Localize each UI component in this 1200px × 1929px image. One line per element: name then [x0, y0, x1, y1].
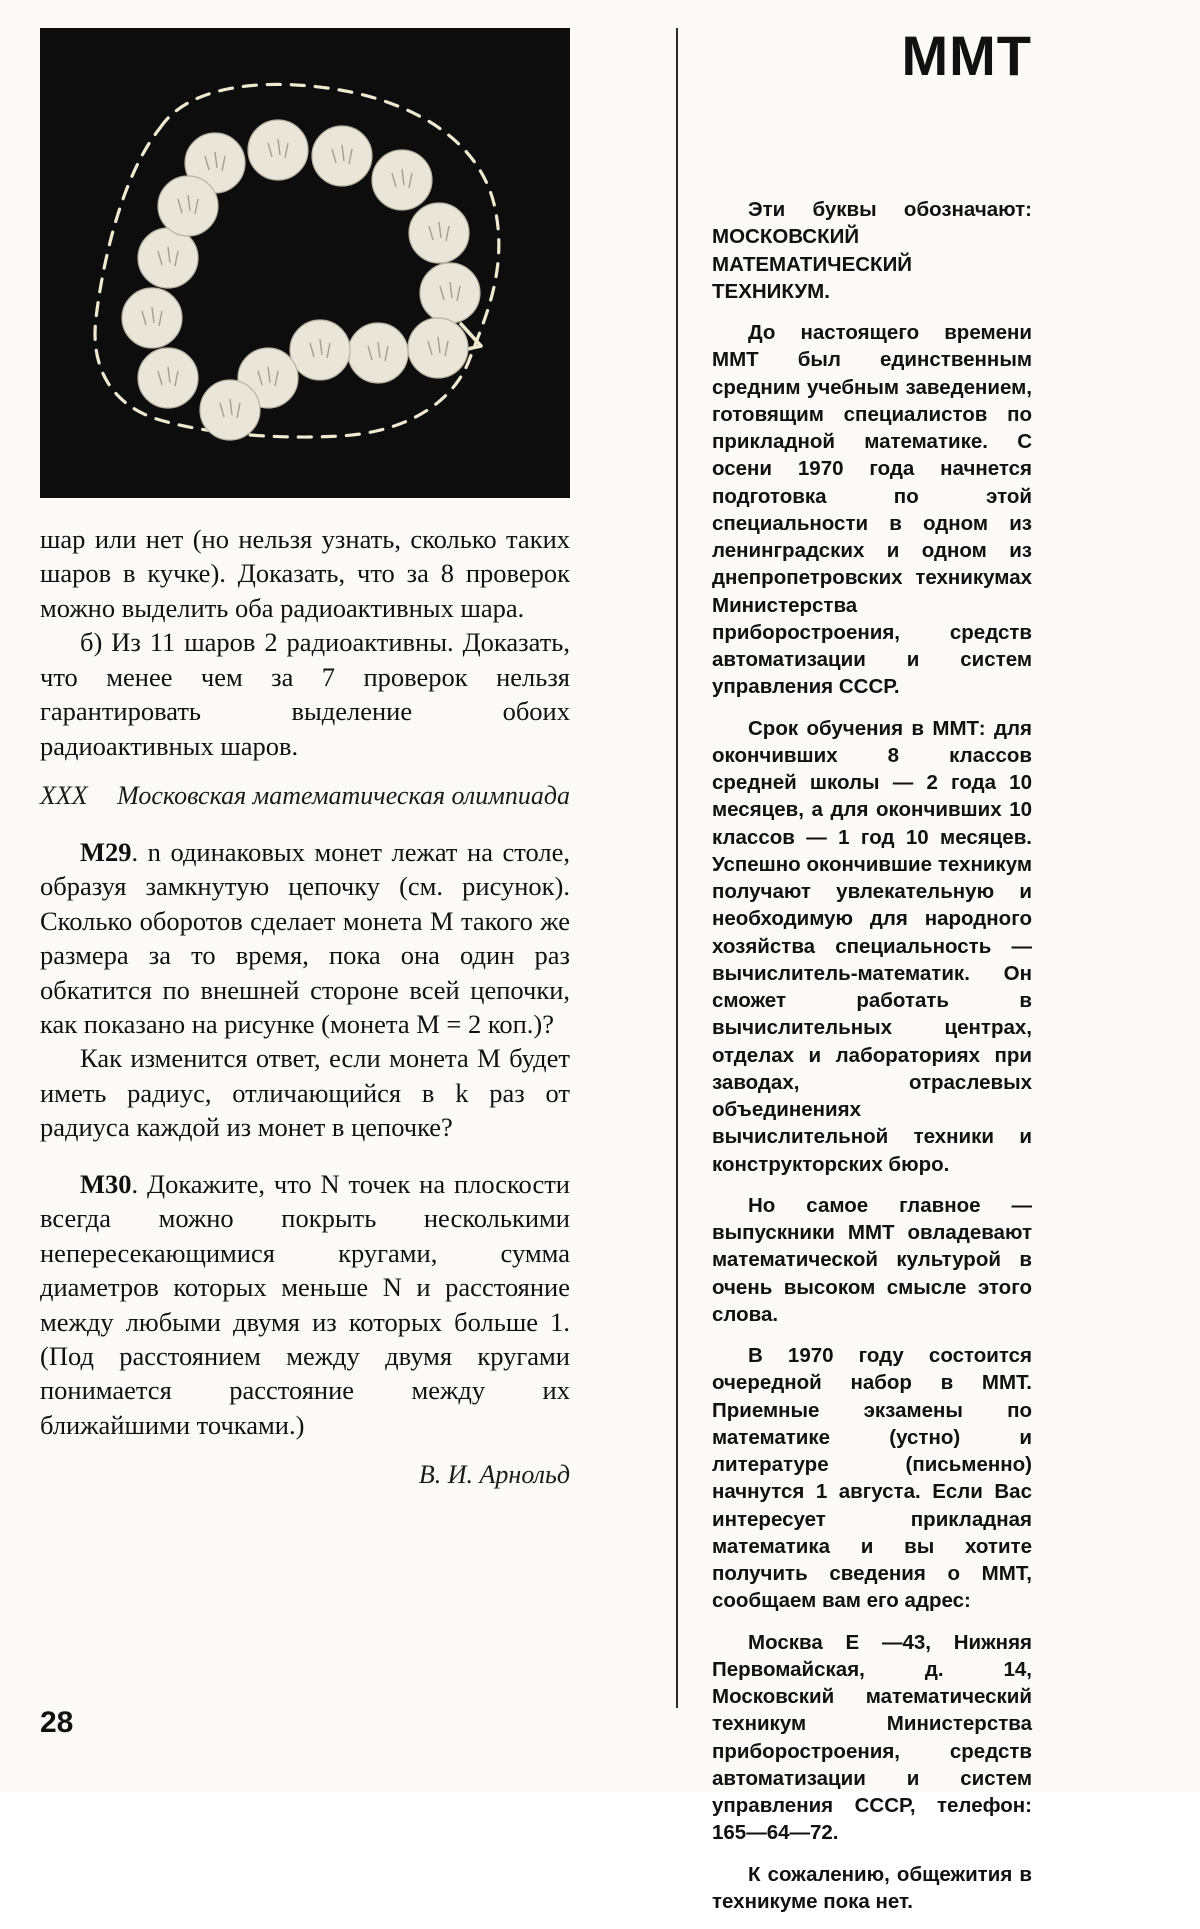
paragraph-continued: шар или нет (но нельзя узнать, сколько таких шаров в кучке). Доказать, что за 8 проверок можно выделить оба радиоактивных шара.: [40, 524, 570, 623]
problem-m29-label: M29: [80, 836, 132, 867]
page-number: 28: [40, 1706, 74, 1739]
olympiad-attribution: [40, 779, 570, 813]
problem-m29-text: [40, 835, 570, 1042]
right-column: [712, 24, 1032, 1929]
right-paragraph-5: В 1970 году состоится очередной набор в ММТ. Приемные экзамены по математике (устно) и литературе (письменно) начнутся 1 августа. Если Вас интересует прикладная математика и вы хотите получить сведения о ММТ, сообщаем вам его адрес:: [712, 1344, 1032, 1613]
left-column: [40, 28, 570, 1490]
left-body-text: [40, 522, 570, 763]
problem-m30: [40, 1167, 570, 1443]
column-divider: [676, 28, 678, 1708]
article-title: ММТ: [901, 24, 1032, 87]
problem-m30-body: . Докажите, что N точек на плоскости всегда можно покрыть несколькими непересекающимися кругами, сумма диаметров которых меньше N и расстояние между любыми двумя из которых больше 1. (Под расстоянием между двумя кругами понимается расстояние между их ближайшими точками.): [40, 1168, 570, 1440]
right-paragraph-7: К сожалению, общежития в техникуме пока нет.: [712, 1862, 1032, 1913]
right-paragraph-1: Эти буквы обозначают: МОСКОВСКИЙ МАТЕМАТИЧЕСКИЙ ТЕХНИКУМ.: [712, 198, 1032, 303]
problem-m30-text: [40, 1167, 570, 1443]
right-body-text: [712, 196, 1032, 1915]
right-paragraph-4: Но самое главное — выпускники ММТ овладевают математической культурой в очень высоком смысле этого слова.: [712, 1193, 1032, 1326]
problem-m29: [40, 835, 570, 1145]
problem-m29-body: . n одинаковых монет лежат на столе, образуя замкнутую цепочку (см. рисунок). Сколько оборотов сделает монета M такого же размера за то время, пока она один раз обкатится по внешней стороне всей цепочки, как показано на рисунке (монета M = 2 коп.)?: [40, 836, 570, 1040]
right-paragraph-2: До настоящего времени ММТ был единственным средним учебным заведением, готовящим специалистов по прикладной математике. С осени 1970 года начнется подготовка по этой специальности в одном из ленинградских и одном из днепропетровских техникумах Министерства приборостроения, средств автоматизации и систем управления СССР.: [712, 321, 1032, 699]
problem-m29-text2: Как изменится ответ, если монета M будет иметь радиус, отличающийся в k раз от радиуса каждой из монет в цепочке?: [40, 1043, 570, 1143]
right-paragraph-3: Срок обучения в ММТ: для окончивших 8 классов средней школы — 2 года 10 месяцев, а для окончивших 10 классов — 1 год 10 месяцев. Успешно окончившие техникум получают увлекательную и необходимую для народного хозяйства специальность — вычислитель-математик. Он сможет работать в вычислительных центрах, отделах и лабораториях при заводах, отраслевых объединениях вычислительной техники и конструкторских бюро.: [712, 716, 1032, 1176]
author-signature: В. И. Арнольд: [418, 1460, 570, 1490]
coin-chain-photo: [40, 28, 570, 498]
right-paragraph-address: Москва Е —43, Нижняя Первомайская, д. 14, Московский математический техникум Министерства приборостроения, средств автоматизации и систем управления СССР, телефон: 165—64—72.: [712, 1630, 1032, 1845]
problem-m30-label: M30: [80, 1168, 132, 1199]
paragraph-b: б) Из 11 шаров 2 радиоактивны. Доказать, что менее чем за 7 проверок нельзя гарантировать выделение обоих радиоактивных шаров.: [40, 627, 570, 761]
olympiad-name: Московская математическая олимпиада: [117, 781, 570, 811]
olympiad-number: XXX: [40, 781, 88, 811]
